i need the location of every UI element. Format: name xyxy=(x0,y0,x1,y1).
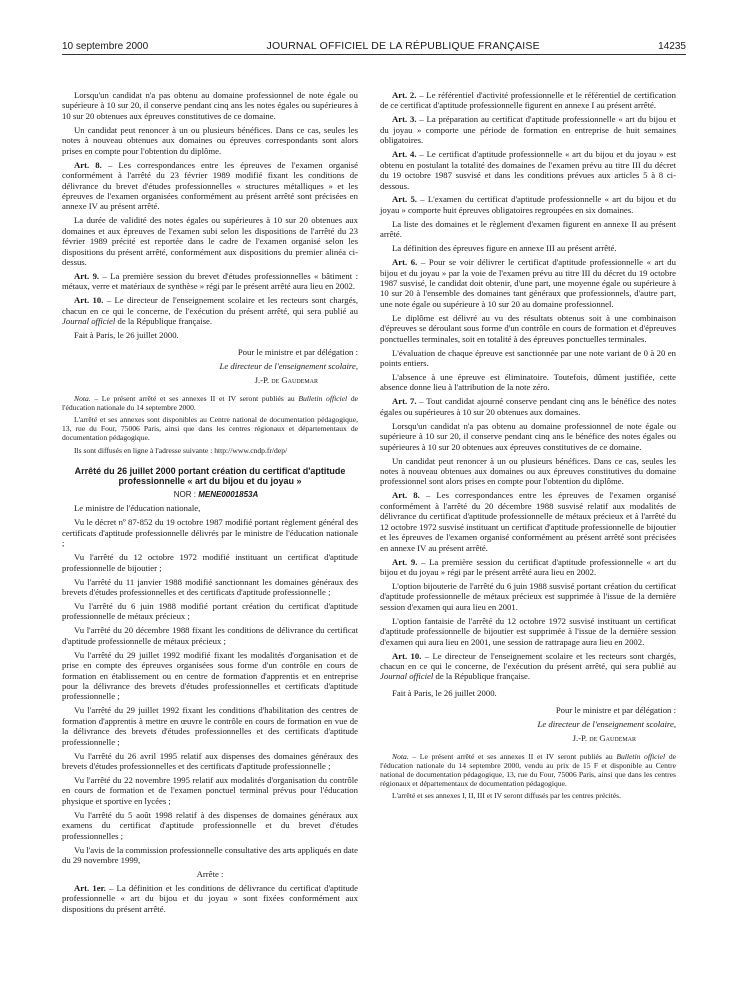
article-text: de la République française. xyxy=(433,671,531,682)
article-label: Art. 6. xyxy=(392,257,418,268)
article-label: Art. 8. xyxy=(74,159,102,170)
visa: Vu l'arrêté du 22 novembre 1995 relatif aux modalités d'organisation du contrôle en cours de formation et de l'examen ponctuel terminal prévus pour l'éducation physique et sportive en lycées ; xyxy=(62,775,358,806)
decree-title: Arrêté du 26 juillet 2000 portant création du certificat d'aptitude professionnelle « art du bijou et du joyau » xyxy=(74,465,346,486)
nota-diffusion: L'arrêté et ses annexes I, II, III et IV seront diffusés par les centres précités. xyxy=(392,791,622,801)
visa: Vu l'arrêté du 26 avril 1995 relatif aux dispenses des domaines généraux des brevets d'études professionnelles et des certificats d'aptitude professionnelle ; xyxy=(62,750,358,772)
article-text: – Le certificat d'aptitude professionnelle « art du bijou et du joyau » est obtenu en postulant la totalité des domaines de l'examen prévu au titre III du décret du 19 octobre 1987 susvisé et dans les conditions prévues aux articles 5 à 8 ci-dessous. xyxy=(380,149,676,191)
visa: Vu l'arrêté du 29 juillet 1992 fixant les conditions d'habilitation des centres de formation d'apprentis à mettre en œuvre le contrôle en cours de formation en vue de la délivrance des brevets d'études professionnelles et des certificats d'aptitude professionnelle ; xyxy=(62,705,358,747)
signature-line-1: Pour le ministre et par délégation : xyxy=(555,705,676,716)
header-date: 10 septembre 2000 xyxy=(62,40,149,52)
article-label: Art. 9. xyxy=(74,271,100,281)
signature-name: J.-P. de Gaudemar xyxy=(572,733,636,744)
signature-line-2: Le directeur de l'enseignement scolaire, xyxy=(219,361,358,372)
signature-name: J.-P. de Gaudemar xyxy=(254,375,318,385)
article-text: – L'examen du certificat d'aptitude professionnelle « art du bijou et du joyau » comporte huit épreuves obligatoires regroupées en six domaines. xyxy=(380,194,676,215)
article-text: – Les correspondances entre les épreuves de l'examen organisé conformément à l'arrêté du 20 décembre 1988 susvisé relatif aux modalités de délivrance du certificat d'aptitude professionnelle de métaux précieux et à l'arrêté du 12 octobre 1972 susvisé instituant un certificat d'aptitude professionnelle de bijoutier et les épreuves de l'examen organisé conformément au présent arrêté sont précisées en annexe IV au présent arrêté. xyxy=(380,490,676,553)
article-3 xyxy=(380,114,676,145)
article-4 xyxy=(380,149,676,191)
paragraph: Lorsqu'un candidat n'a pas obtenu au domaine professionnel de note égale ou supérieure à 10 sur 20, il conserve pendant cinq ans les notes égales ou supérieures à 10 sur 20 obtenues aux épreuves constitutives de ce domaine. xyxy=(62,90,358,121)
header-page-number: 14235 xyxy=(658,40,686,52)
article-1 xyxy=(62,883,358,914)
paragraph: La liste des domaines et le règlement d'examen figurent en annexe II au présent arrêté. xyxy=(380,218,676,240)
signature-line-1: Pour le ministre et par délégation : xyxy=(237,347,358,358)
article-label: Art. 1er. xyxy=(74,882,106,893)
left-column xyxy=(62,90,358,918)
article-5 xyxy=(380,194,676,215)
paragraph: La définition des épreuves figure en annexe III au présent arrêté. xyxy=(392,243,617,254)
nor-reference: NOR : MENE0001853A xyxy=(173,490,259,500)
article-label: Art. 4. xyxy=(392,149,417,160)
article-label: Art. 5. xyxy=(392,194,417,205)
paragraph: Un candidat peut renoncer à un ou plusieurs bénéfices. Dans ce cas, seules les notes à nouveau obtenues aux domaines ou aux épreuves constitutives du domaine professionnel sont alors prises en compte pour l'obtention du diplôme. xyxy=(380,455,676,487)
paragraph: Le diplôme est délivré au vu des résultats obtenus soit à une combinaison d'épreuves se déroulant sous forme d'un contrôle en cours de formation et d'épreuves ponctuelles terminales, soit en totalité à des épreuves ponctuelles terminales. xyxy=(380,312,676,344)
signature-line-2: Le directeur de l'enseignement scolaire, xyxy=(537,719,676,730)
fait-a-paris: Fait à Paris, le 26 juillet 2000. xyxy=(392,688,497,699)
paragraph: L'évaluation de chaque épreuve est sanctionnée par une note variant de 0 à 20 en points entiers. xyxy=(380,347,676,369)
article-text: – Le directeur de l'enseignement scolaire et les recteurs sont chargés, chacun en ce qui le concerne, de l'exécution du présent arrêté, qui sera publié au xyxy=(62,295,358,316)
article-label: Art. 8. xyxy=(392,490,420,501)
paragraph: L'option bijouterie de l'arrêté du 6 juin 1988 susvisé portant création du certificat d'aptitude professionnelle de métaux précieux est supprimée à l'issue de la dernière session d'examen qui aura lieu en 2001. xyxy=(380,580,676,612)
article-8 xyxy=(380,490,676,553)
paragraph: Un candidat peut renoncer à un ou plusieurs bénéfices. Dans ce cas, seules les notes à nouveau obtenues aux domaines ou épreuves correspondants sont alors prises en compte pour l'obtention du diplôme. xyxy=(62,124,358,156)
article-label: Art. 2. xyxy=(392,90,417,100)
article-label: Art. 10. xyxy=(392,650,422,661)
arrete-heading: Arrête : xyxy=(196,869,224,879)
nota-availability: L'arrêté et ses annexes sont disponibles au Centre national de documentation pédagogique, 13, rue du Four, 75006 Paris, ainsi que dans les centres régionaux et départementaux de documentation pédagogique. xyxy=(62,415,358,443)
fait-a-paris: Fait à Paris, le 26 juillet 2000. xyxy=(74,330,179,341)
article-label: Art. 10. xyxy=(74,295,104,306)
article-9 xyxy=(380,557,676,578)
header-rule xyxy=(62,54,686,55)
article-text: – Pour se voir délivrer le certificat d'aptitude professionnelle « art du bijou et du joyau » par la voie de l'examen prévu au titre III du décret du 19 octobre 1987 susvisé, le candidat doit obtenir, d'une part, une moyenne égale ou supérieure à 10 sur 20 à l'ensemble des domaines tant généraux que professionnels, d'autre part, une note égale ou supérieure à 10 sur 20 au domaine professionnel. xyxy=(380,257,676,309)
journal-officiel-ref: Journal officiel xyxy=(380,671,434,682)
journal-officiel-ref: Journal officiel xyxy=(62,316,116,327)
article-10 xyxy=(380,651,676,682)
article-text: – Tout candidat ajourné conserve pendant cinq ans le bénéfice des notes égales ou supérieures à 10 sur 20 obtenues aux domaines. xyxy=(380,396,677,417)
visa: Vu l'arrêté du 11 janvier 1988 modifié sanctionnant les domaines généraux des brevets d'études professionnelles et des certificats d'aptitude professionnelle ; xyxy=(62,576,358,597)
header-title: JOURNAL OFFICIEL DE LA RÉPUBLIQUE FRANÇAISE xyxy=(266,40,540,52)
article-6 xyxy=(380,257,676,309)
article-text: – Les correspondances entre les épreuves de l'examen organisé conformément à l'arrêté du 23 février 1989 modifié fixant les conditions de délivrance du brevet d'études professionnelles « structures métalliques » et les épreuves de l'examen organisées conformément au présent arrêté sont précisées en annexe IV au présent arrêté. xyxy=(62,159,358,212)
paragraph: Le ministre de l'éducation nationale, xyxy=(74,503,201,514)
nota-online: Ils sont diffusés en ligne à l'adresse suivante : http://www.cndp.fr/dep/ xyxy=(74,445,288,455)
article-label: Art. 3. xyxy=(392,114,417,125)
visa: Vu l'arrêté du 6 juin 1988 modifié portant création du certificat d'aptitude professionnelle de métaux précieux ; xyxy=(62,600,358,622)
article-text: – La préparation au certificat d'aptitude professionnelle « art du bijou et du joyau » comporte une période de formation en entreprise de huit semaines obligatoires. xyxy=(380,114,676,146)
page-header xyxy=(62,38,686,54)
article-text: de la République française. xyxy=(115,316,213,327)
right-column xyxy=(380,90,676,805)
paragraph: La durée de validité des notes égales ou supérieures à 10 sur 20 obtenues aux domaines et aux épreuves de l'examen subi selon les dispositions de l'arrêté du 23 février 1989 précité est reportée dans le cadre de l'examen organisé selon les dispositions du présent arrêté, conformément aux dispositions du premier alinéa ci-dessus. xyxy=(62,215,358,268)
paragraph: L'option fantaisie de l'arrêté du 12 octobre 1972 susvisé instituant un certificat d'aptitude professionnelle de bijoutier est supprimée à l'issue de la dernière session d'examen qui aura lieu en 2001, une session de rattrapage aura lieu en 2002. xyxy=(380,615,676,647)
visa: Vu l'arrêté du 29 juillet 1992 modifié fixant les modalités d'organisation et de prise en compte des épreuves organisées sous forme d'un contrôle en cours de formation en établissement ou en centre de formation d'apprentis et en entreprise pour la délivrance des brevets d'études professionnelles et certificats d'aptitude professionnelle ; xyxy=(62,649,358,702)
article-text: – Le référentiel d'activité professionnelle et le référentiel de certification de ce certificat d'aptitude professionnelle figurent en annexe I au présent arrêté. xyxy=(380,90,676,111)
article-label: Art. 9. xyxy=(392,556,418,567)
article-text: – La première session du brevet d'études professionnelles « bâtiment : métaux, verre et matériaux de synthèse » régi par le présent arrêté aura lieu en 2002. xyxy=(62,271,358,292)
paragraph: Lorsqu'un candidat n'a pas obtenu au domaine professionnel de note égale ou supérieure à 10 sur 20, il conserve pendant cinq ans le bénéfice des notes égales ou supérieures à 10 sur 20 obtenues aux épreuves constitutives de ce domaine. xyxy=(380,420,676,452)
nota: Nota. – Le présent arrêté et ses annexes II et IV seront publiés au Bulletin officiel de l'éducation nationale du 14 septembre 2000, vendu au prix de 15 F et disponible au Centre national de documentation pédagogique, 13, rue du Four, 75006 Paris, ainsi que dans les centres régionaux et départementaux de documentation pédagogique. xyxy=(380,752,676,788)
article-10 xyxy=(62,295,358,326)
visa: Vu l'arrêté du 20 décembre 1988 fixant les conditions de délivrance du certificat d'aptitude professionnelle de métaux précieux ; xyxy=(62,625,358,646)
article-8 xyxy=(62,160,358,212)
article-text: – La première session du certificat d'aptitude professionnelle « art du bijou et du joyau » régi par le présent arrêté aura lieu en 2002. xyxy=(380,556,676,577)
visa: Vu l'arrêté du 5 août 1998 relatif à des dispenses de domaines généraux aux examens du certificat d'aptitude professionnelle et du brevet d'études professionnelles ; xyxy=(62,809,358,841)
article-9 xyxy=(62,271,358,292)
paragraph: L'absence à une épreuve est éliminatoire. Toutefois, dûment justifiée, cette absence donne lieu à l'attribution de la note zéro. xyxy=(380,372,676,393)
visa: Vu l'arrêté du 12 octobre 1972 modifié instituant un certificat d'aptitude professionnelle de bijoutier ; xyxy=(62,552,358,573)
article-label: Art. 7. xyxy=(392,396,417,407)
article-text: – Le directeur de l'enseignement scolaire et les recteurs sont chargés, chacun en ce qui le concerne, de l'exécution du présent arrêté, qui sera publié au xyxy=(380,650,676,671)
article-2 xyxy=(380,90,676,111)
visa: Vu l'avis de la commission professionnelle consultative des arts appliqués en date du 29 novembre 1999, xyxy=(62,844,358,866)
article-text: – La définition et les conditions de délivrance du certificat d'aptitude professionnelle « art du bijou et du joyau » sont fixées conformément aux dispositions du présent arrêté. xyxy=(62,882,358,914)
nota: Nota. – Le présent arrêté et ses annexes II et IV seront publiés au Bulletin officiel de l'éducation nationale du 14 septembre 2000. xyxy=(62,393,358,412)
visa: Vu le décret nº 87-852 du 19 octobre 1987 modifié portant règlement général des certificats d'aptitude professionnelle délivrés par le ministre de l'éducation nationale ; xyxy=(62,517,358,549)
article-7 xyxy=(380,396,676,417)
